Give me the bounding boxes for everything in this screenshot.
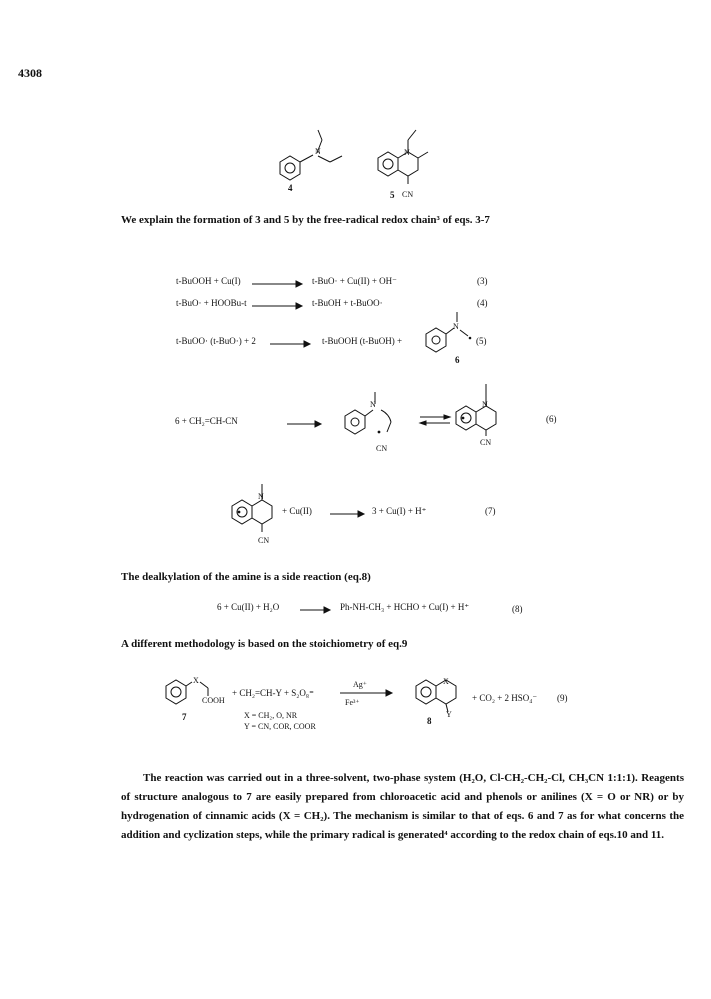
cn-5: CN [402, 190, 414, 199]
n-atom-adduct: N [370, 400, 376, 409]
cn-adduct: CN [376, 444, 388, 453]
arrow-eq4 [252, 303, 302, 309]
arrow-eq3 [252, 281, 302, 287]
eq4-right: t-BuOH + t-BuOO· [312, 298, 383, 308]
eq9-products: + CO₂ + 2 HSO₄⁻ [472, 693, 538, 703]
structure-4 [270, 122, 360, 192]
paragraph-2: The dealkylation of the amine is a side reaction (eq.8) [121, 571, 371, 583]
x-atom-7: X [193, 676, 199, 685]
eq6-left: 6 + CH₂=CH-CN [175, 416, 238, 426]
equilibrium-arrow-eq6 [420, 414, 450, 426]
page-number: 4308 [18, 66, 42, 80]
catalyst-ag: Ag⁺ [353, 680, 367, 689]
eq5-right: t-BuOOH (t-BuOH) + [322, 336, 403, 346]
n-atom-cyclized: N [482, 400, 488, 409]
eq8-number: (8) [512, 604, 523, 614]
eq8-left: 6 + Cu(II) + H₂O [217, 602, 280, 612]
n-atom-eq7: N [258, 492, 264, 501]
label-5: 5 [390, 190, 395, 200]
arrow-eq6 [287, 421, 321, 427]
eq3-right: t-BuO· + Cu(II) + OH⁻ [312, 276, 397, 286]
eq5-number: (5) [476, 336, 487, 346]
eq6-number: (6) [546, 414, 557, 424]
eq9-number: (9) [557, 693, 568, 703]
label-8: 8 [427, 716, 432, 726]
eq7-middle: + Cu(II) [282, 506, 312, 516]
x-atom-8: X [443, 677, 449, 686]
n-atom-4: N [315, 147, 321, 156]
eq3-number: (3) [477, 276, 488, 286]
eq8-right: Ph-NH-CH₃ + HCHO + Cu(I) + H⁺ [340, 602, 470, 612]
label-6: 6 [455, 355, 460, 365]
arrow-eq9 [340, 690, 392, 696]
label-7: 7 [182, 712, 187, 722]
cn-eq7: CN [258, 536, 270, 545]
eq5-left: t-BuOO· (t-BuO·) + 2 [176, 336, 256, 346]
arrow-eq7 [330, 511, 364, 517]
structure-8 [408, 664, 478, 722]
paragraph-3: A different methodology is based on the stoichiometry of eq.9 [121, 638, 408, 650]
eq4-number: (4) [477, 298, 488, 308]
n-atom-6: N [453, 322, 459, 331]
eq3-left: t-BuOOH + Cu(I) [176, 276, 241, 286]
eq4-left: t-BuO· + HOOBu-t [176, 298, 247, 308]
arrow-eq5 [270, 341, 310, 347]
definition-x: X = CH₂, O, NR [244, 711, 298, 720]
definition-y: Y = CN, COR, COOR [244, 722, 316, 731]
paragraph-1: We explain the formation of 3 and 5 by the free-radical redox chain³ of eqs. 3-7 [121, 214, 490, 226]
catalyst-fe: Fe³⁺ [345, 698, 360, 707]
eq7-number: (7) [485, 506, 496, 516]
y-atom-8: Y [446, 710, 452, 719]
eq9-reagents: + CH₂=CH-Y + S₂O₈⁼ [232, 688, 314, 698]
body-paragraph [121, 769, 684, 845]
arrow-eq8 [300, 607, 330, 613]
cooh-group: COOH [202, 696, 225, 705]
body-paragraph-text: The reaction was carried out in a three-solvent, two-phase system (H₂O, Cl-CH₂-CH₂-Cl, CH₃CN 1:1:1). Reagents of structure analogous to 7 are easily prepared from chloroacetic acid and phenols or anilines (X = O or NR) or by hydrogenation of cinnamic acids (X = CH₂). The mechanism is similar to that of eqs. 6 and 7 as for what concerns the addition and cyclization steps, while the primary radical is generated⁴ according to the redox chain of eqs.10 and 11. [121, 772, 684, 841]
n-atom-5: N [404, 148, 410, 157]
eq7-right: 3 + Cu(I) + H⁺ [372, 506, 427, 516]
cn-cyclized: CN [480, 438, 492, 447]
radical-cation-6 [418, 312, 478, 360]
structure-5 [368, 118, 478, 198]
label-4: 4 [288, 183, 293, 193]
